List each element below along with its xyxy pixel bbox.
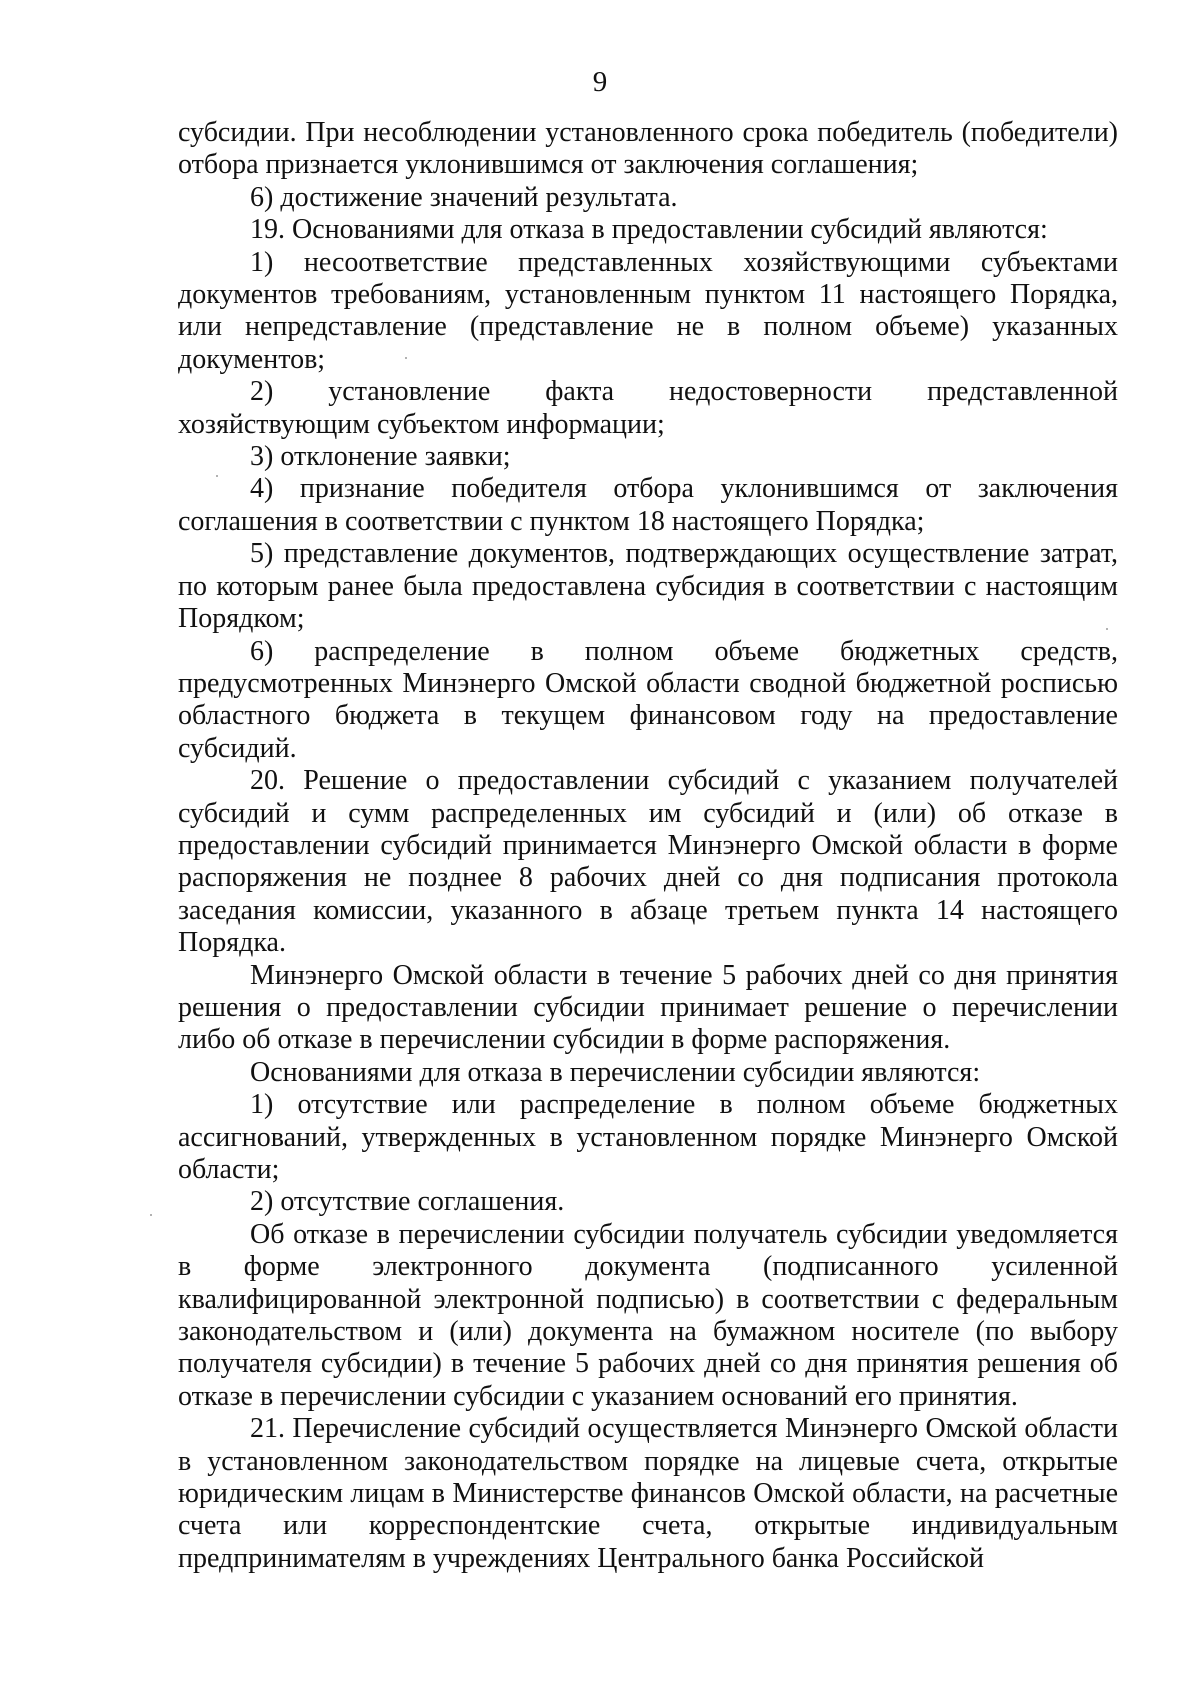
paragraph: Минэнерго Омской области в течение 5 рабочих дней со дня принятия решения о предоставлении субсидии принимает решение о перечислении либо об отказе в перечислении субсидии в форме распоряжения.: [178, 959, 1118, 1056]
paragraph: 4) признание победителя отбора уклонившимся от заключения соглашения в соответствии с пунктом 18 настоящего Порядка;: [178, 473, 1118, 537]
paragraph: 1) отсутствие или распределение в полном объеме бюджетных ассигнований, утвержденных в установленном порядке Минэнерго Омской области;: [178, 1089, 1118, 1185]
paragraph: 5) представление документов, подтверждающих осуществление затрат, по которым ранее была предоставлена субсидия в соответствии с настоящим Порядком;: [178, 538, 1118, 635]
paragraph: 6) достижение значений результата.: [250, 181, 678, 213]
paragraph: субсидии. При несоблюдении установленного срока победитель (победители) отбора признается уклонившимся от заключения соглашения;: [178, 117, 1118, 181]
scan-speck: [405, 357, 407, 359]
paragraph: 1) несоответствие представленных хозяйствующими субъектами документов требованиям, установленным пунктом 11 настоящего Порядка, или непредставление (представление не в полном объеме) указанных документов;: [178, 246, 1118, 375]
document-body: [178, 117, 1118, 1575]
page-number: 9: [592, 66, 608, 98]
paragraph: 20. Решение о предоставлении субсидий с указанием получателей субсидий и сумм распределенных им субсидий и (или) об отказе в предоставлении субсидий принимается Минэнерго Омской области в форме распоряжения не позднее 8 рабочих дней со дня подписания протокола заседания комиссии, указанного в абзаце третьем пункта 14 настоящего Порядка.: [178, 765, 1118, 959]
paragraph: 21. Перечисление субсидий осуществляется Минэнерго Омской области в установленном законодательством порядке на лицевые счета, открытые юридическим лицам в Министерстве финансов Омской области, на расчетные счета или корреспондентские счета, открытые индивидуальным предпринимателям в учреждениях Центрального банка Российской: [178, 1413, 1118, 1574]
paragraph: 3) отклонение заявки;: [250, 441, 511, 473]
paragraph: Об отказе в перечислении субсидии получатель субсидии уведомляется в форме электронного документа (подписанного усиленной квалифицированной электронной подписью) в соответствии с федеральным законодательством и (или) документа на бумажном носителе (по выбору получателя субсидии) в течение 5 рабочих дней со дня принятия решения об отказе в перечислении субсидии с указанием оснований его принятия.: [178, 1218, 1118, 1412]
paragraph: 2) отсутствие соглашения.: [250, 1186, 565, 1218]
paragraph: Основаниями для отказа в перечислении субсидии являются:: [250, 1056, 981, 1088]
paragraph: 19. Основаниями для отказа в предоставлении субсидий являются:: [250, 214, 1048, 246]
scan-speck: [150, 1214, 152, 1216]
paragraph: 2) установление факта недостоверности представленной хозяйствующим субъектом информации;: [178, 376, 1118, 440]
scan-speck: [216, 475, 218, 477]
paragraph: 6) распределение в полном объеме бюджетных средств, предусмотренных Минэнерго Омской области сводной бюджетной росписью областного бюджета в текущем финансовом году на предоставление субсидий.: [178, 635, 1118, 764]
scan-speck: [1106, 628, 1108, 630]
